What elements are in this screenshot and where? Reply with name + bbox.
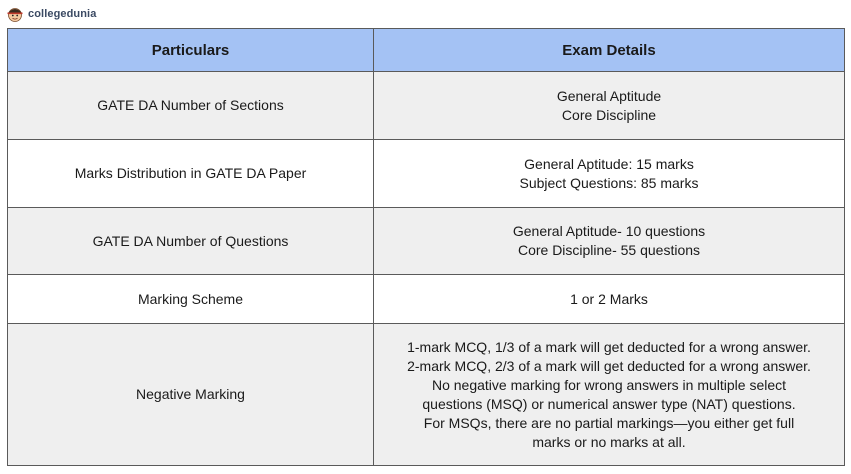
details-cell [374, 72, 845, 140]
header-exam-details: Exam Details [374, 29, 845, 72]
details-line: Subject Questions: 85 marks [519, 174, 699, 191]
details-line: No negative marking for wrong answers in multiple select [431, 376, 787, 393]
particular-cell: Marks Distribution in GATE DA Paper [8, 140, 374, 208]
details-line: General Aptitude: 15 marks [524, 155, 694, 172]
details-line: 1 or 2 Marks [570, 290, 648, 307]
brand[interactable] [6, 3, 96, 25]
particular-cell: Negative Marking [8, 324, 374, 466]
details-cell [374, 208, 845, 275]
details-line: marks or no marks at all. [532, 433, 686, 450]
details-line: Core Discipline- 55 questions [517, 242, 701, 258]
details-cell [374, 324, 845, 466]
brand-name: collegedunia [28, 8, 97, 20]
details-cell [374, 140, 845, 208]
header-particulars: Particulars [8, 29, 374, 72]
table-row [8, 72, 845, 140]
details-line: For MSQs, there are no partial markings—you either get full [423, 414, 795, 431]
exam-details-table [7, 28, 845, 466]
table-row [8, 140, 845, 208]
particular-cell: GATE DA Number of Sections [8, 72, 374, 140]
details-line: General Aptitude [556, 87, 662, 104]
details-cell [374, 275, 845, 324]
table-row [8, 324, 845, 466]
details-line: General Aptitude- 10 questions [512, 223, 706, 239]
particular-cell: GATE DA Number of Questions [8, 208, 374, 275]
table-row [8, 208, 845, 275]
particular-cell: Marking Scheme [8, 275, 374, 324]
details-line: questions (MSQ) or numerical answer type (NAT) questions. [422, 395, 796, 412]
collegedunia-mascot-icon [6, 5, 24, 23]
details-line: 2-mark MCQ, 2/3 of a mark will get deducted for a wrong answer. [407, 357, 811, 374]
details-line: 1-mark MCQ, 1/3 of a mark will get deducted for a wrong answer. [407, 338, 811, 355]
table-row [8, 275, 845, 324]
table-header-row [8, 29, 845, 72]
details-line: Core Discipline [561, 106, 657, 123]
